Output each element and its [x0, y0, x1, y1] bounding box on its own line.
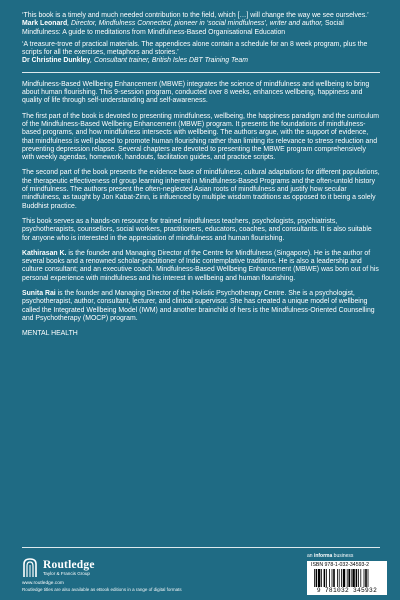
- endorser-role: , Consultant trainer, British Isles DBT Training Team: [90, 57, 248, 65]
- divider-rule: [22, 72, 380, 73]
- subject-category: MENTAL HEALTH: [22, 330, 78, 338]
- author-bio-sunita: [22, 290, 380, 323]
- informa-tagline: [307, 553, 353, 559]
- endorsement-quote: ‘This book is a timely and much needed contribution to the field, which […] will change the way we see ourselves.’: [22, 12, 369, 19]
- endorser-name: Mark Leonard: [22, 20, 68, 28]
- endorsement-quote: ‘A treasure-trove of practical materials. The appendices alone contain a schedule for an 8 week program, plus the scripts for all the exercises, metaphors and stories.’: [22, 40, 368, 57]
- description-paragraph: The first part of the book is devoted to presenting mindfulness, wellbeing, the happiness paradigm and the curriculum of the Mindfulness-Based Wellbeing Enhancement (MBWE) program. It presents the foundations of mindfulness-based programs, and how mindfulness intersects with wellbeing. The authors argue, with the support of evidence, that mindfulness is well placed to promote human flourishing rather than limiting its relevance to stress reduction and preventing depression relapse. Several chapters are devoted to presenting the MBWE program comprehensively with weekly agendas, homework, handouts, facilitation guides, and practice scripts.: [22, 112, 379, 162]
- author-bio-kathirasan: [22, 250, 380, 283]
- endorsement-2: [22, 41, 380, 66]
- informa-prefix: an: [307, 553, 314, 559]
- back-cover-content: [22, 12, 380, 339]
- ebook-footnote: Routledge titles are also available as eBook editions in a range of digital formats: [22, 587, 182, 592]
- author-bio-text: is the founder and Managing Director of the Centre for Mindfulness (Singapore). He is the author of several books and a renowned scholar-practitioner of Indic contemplative traditions. He is also a leadership and culture consultant; and an executive coach. Mindfulness-Based Wellbeing Enhancement (MBWE) was born out of his personal experience with mindfulness and his interest in wellbeing and human flourishing.: [22, 249, 379, 282]
- routledge-logo-icon: [22, 558, 38, 578]
- isbn-barcode: [307, 561, 387, 595]
- endorsement-1: [22, 12, 380, 37]
- endorser-work: Social Mindfulness: A guide to meditations from Mindfulness-Based Organisational Education: [22, 20, 344, 36]
- barcode-digits: 9 781032 345932: [316, 587, 378, 594]
- author-name: Kathirasan K.: [22, 249, 67, 257]
- isbn-text: ISBN 978-1-032-34593-2: [311, 562, 369, 568]
- informa-brand: informa: [313, 553, 333, 559]
- endorsement-attribution: [22, 20, 380, 37]
- publisher-name: Routledge: [43, 559, 95, 571]
- barcode-bars: [313, 569, 383, 587]
- informa-suffix: business: [332, 553, 354, 559]
- footer-divider: [22, 547, 380, 548]
- endorser-role: , Director, Mindfulness Connected, pioneer in ‘social mindfulness’, writer and author,: [67, 20, 324, 28]
- description-paragraph: This book serves as a hands-on resource for trained mindfulness teachers, psychologists, psychiatrists, psychotherapists, counsellors, social workers, practitioners, educators, coaches, and consultants. It is also suitable for anyone who is interested in the appreciation of mindfulness and human flourishing.: [22, 217, 372, 242]
- description-paragraph: Mindfulness-Based Wellbeing Enhancement (MBWE) integrates the science of mindfulness and wellbeing to bring about human flourishing. This 9-session program, conducted over 8 weeks, enhances wellbeing, happiness and quality of life through self-understanding and self-awareness.: [22, 80, 370, 105]
- description-paragraph: The second part of the book presents the evidence base of mindfulness, cultural adaptations for different populations, the therapeutic effectiveness of group learning inherent in Mindfulness-Based Programs and the often-untold history of mindfulness. The authors present the often-neglected Asian roots of mindfulness and justify how secular mindfulness, as taught by Jon Kabat-Zinn, is influenced by multiple wisdom traditions as opposed to it being a solely Buddhist practice.: [22, 169, 380, 210]
- author-bio-text: is the founder and Managing Director of the Holistic Psychotherapy Centre. She is a psychologist, psychotherapist, author, consultant, lecturer, and clinical supervisor. She has created a unique model of wellbeing called the Integrated Wellbeing Model (IWM) and another brainchild of hers is the Mindfulness-Oriented Counselling and Psychotherapy (MOCP) program.: [22, 290, 375, 322]
- endorser-name: Dr Christine Dunkley: [22, 57, 91, 65]
- author-name: Sunita Rai: [22, 290, 56, 298]
- endorsement-attribution: [22, 57, 380, 65]
- publisher-group: Taylor & Francis Group: [43, 571, 90, 576]
- publisher-block: [22, 556, 162, 586]
- publisher-url[interactable]: www.routledge.com: [22, 581, 64, 586]
